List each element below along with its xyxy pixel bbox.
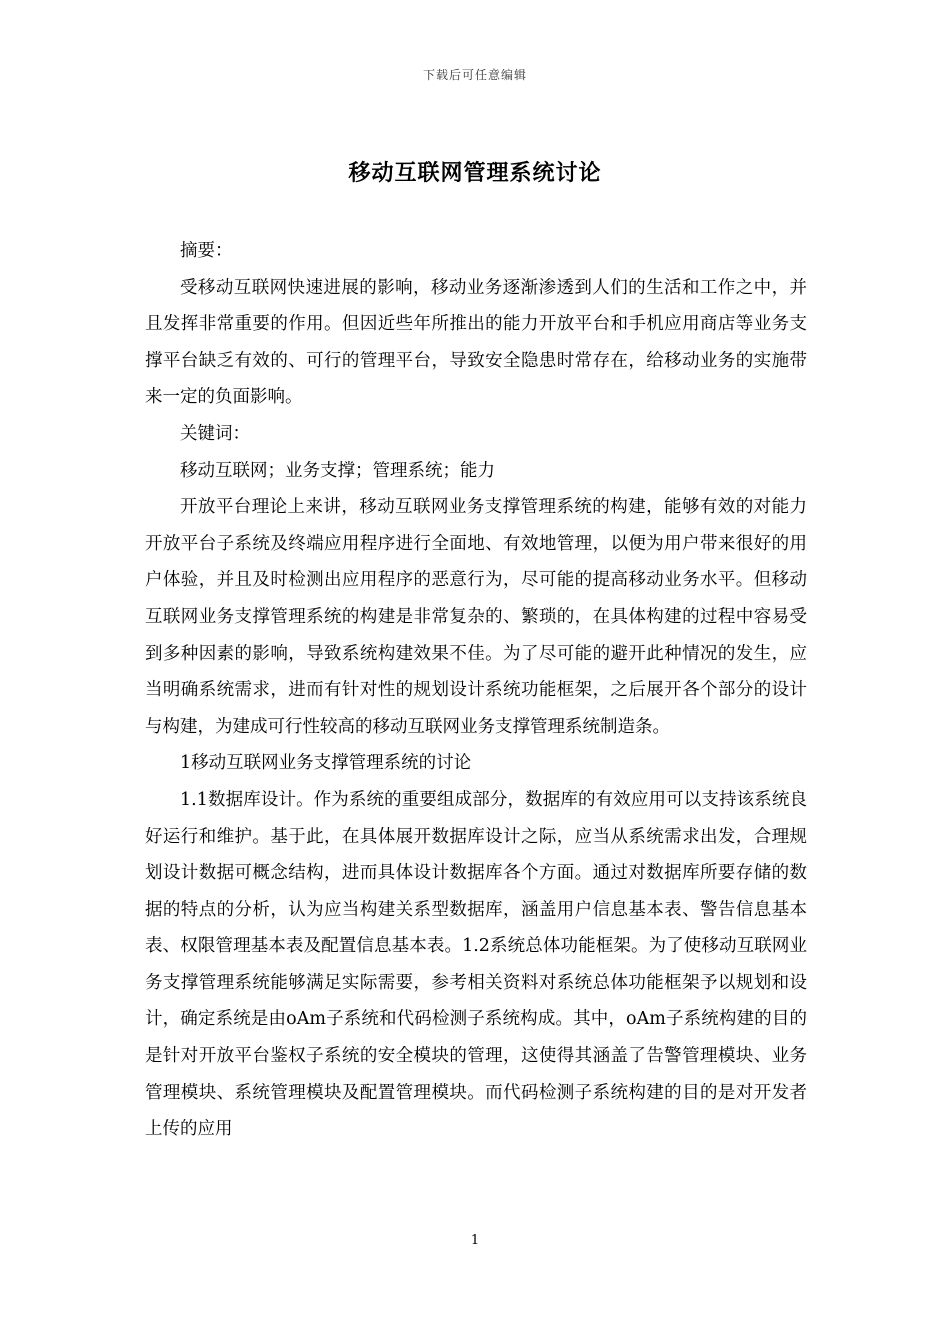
keywords-list: 移动互联网；业务支撑；管理系统；能力 <box>180 460 495 481</box>
intro-paragraph: 开放平台理论上来讲，移动互联网业务支撑管理系统的构建，能够有效的对能力开放平台子系统及终端应用程序进行全面地、有效地管理，以便为用户带来很好的用户体验，并且及时检测出应用程序的恶意行为，尽可能的提高移动业务水平。但移动互联网业务支撑管理系统的构建是非常复杂的、繁琐的，在具体构建的过程中容易受到多种因素的影响，导致系统构建效果不佳。为了尽可能的避开此种情况的发生，应当明确系统需求，进而有针对性的规划设计系统功能框架，之后展开各个部分的设计与构建，为建成可行性较高的移动互联网业务支撑管理系统制造条。 <box>145 497 807 737</box>
page-number: 1 <box>470 1233 480 1248</box>
keywords-heading: 关键词： <box>180 423 250 444</box>
abstract-paragraph: 受移动互联网快速进展的影响，移动业务逐渐渗透到人们的生活和工作之中，并且发挥非常重要的作用。但因近些年所推出的能力开放平台和手机应用商店等业务支撑平台缺乏有效的、可行的管理平台，导致安全隐患时常存在，给移动业务的实施带来一定的负面影响。 <box>145 277 807 408</box>
header-note: 下载后可任意编辑 <box>422 68 527 82</box>
section-paragraph: 1.1数据库设计。作为系统的重要组成部分，数据库的有效应用可以支持该系统良好运行和维护。基于此，在具体展开数据库设计之际，应当从系统需求出发，合理规划设计数据可概念结构，进而具体设计数据库各个方面。通过对数据库所要存储的数据的特点的分析，认为应当构建关系型数据库，涵盖用户信息基本表、警告信息基本表、权限管理基本表及配置信息基本表。1.2系统总体功能框架。为了使移动互联网业务支撑管理系统能够满足实际需要，参考相关资料对系统总体功能框架予以规划和设计，确定系统是由oAm子系统和代码检测子系统构成。其中，oAm子系统构建的目的是针对开放平台鉴权子系统的安全模块的管理，这使得其涵盖了告警管理模块、业务管理模块、系统管理模块及配置管理模块。而代码检测子系统构建的目的是对开发者上传的应用 <box>145 789 807 1140</box>
abstract-heading: 摘要： <box>180 241 233 261</box>
section-heading: 1移动互联网业务支撑管理系统的讨论 <box>180 753 472 774</box>
document-body <box>145 233 807 1148</box>
document-title: 移动互联网管理系统讨论 <box>348 160 602 186</box>
